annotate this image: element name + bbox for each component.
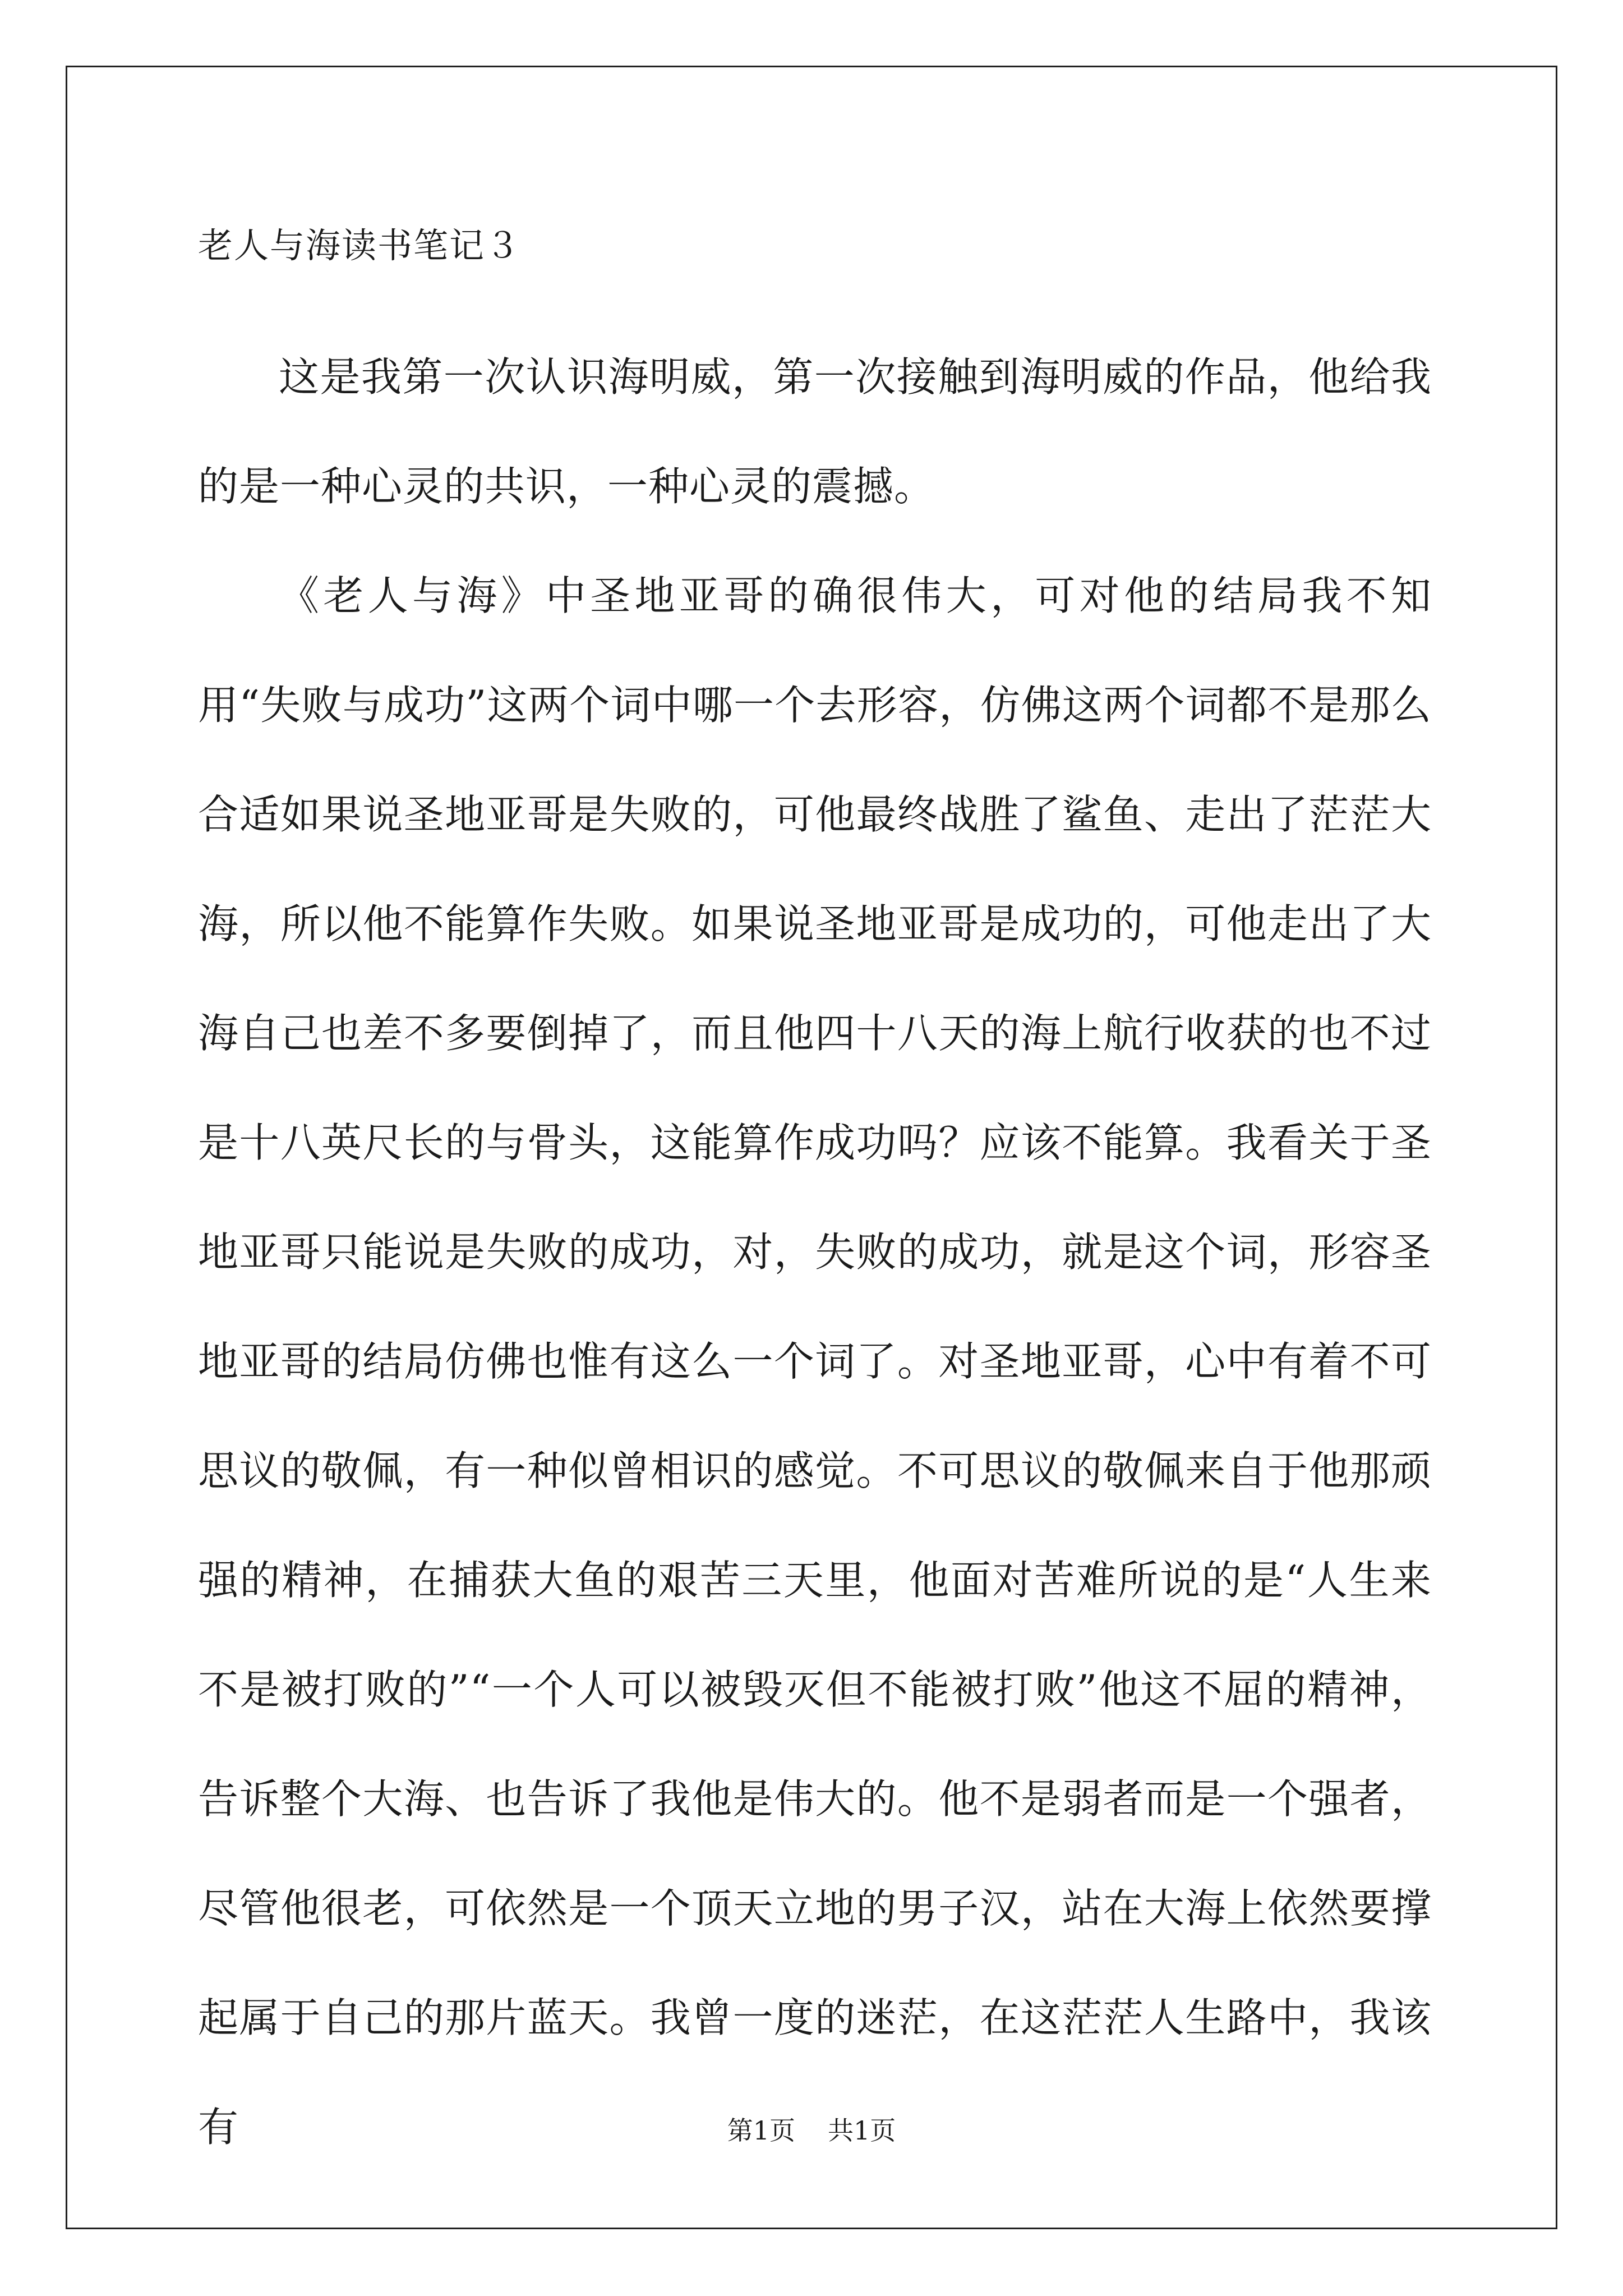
document-body <box>198 323 1432 2182</box>
page-footer <box>0 2114 1623 2147</box>
paragraph-1: 这是我第一次认识海明威，第一次接触到海明威的作品，他给我的是一种心灵的共识，一种心灵的震撼。 <box>198 353 1432 510</box>
document-title: 老人与海读书笔记３ <box>198 225 522 266</box>
paragraph-2: 《老人与海》中圣地亚哥的确很伟大，可对他的结局我不知用“失败与成功”这两个词中哪一个去形容，仿佛这两个词都不是那么合适如果说圣地亚哥是失败的，可他最终战胜了鲨鱼、走出了茫茫大海，所以他不能算作失败。如果说圣地亚哥是成功的，可他走出了大海自己也差不多要倒掉了，而且他四十八天的海上航行收获的也不过是十八英尺长的与骨头，这能算作成功吗？应该不能算。我看关于圣地亚哥只能说是失败的成功，对，失败的成功，就是这个词，形容圣地亚哥的结局仿佛也惟有这么一个词了。对圣地亚哥，心中有着不可思议的敬佩，有一种似曾相识的感觉。不可思议的敬佩来自于他那顽强的精神，在捕获大鱼的艰苦三天里，他面对苦难所说的是“人生来不是被打败的”“一个人可以被毁灭但不能被打败”他这不屈的精神，告诉整个大海、也告诉了我他是伟大的。他不是弱者而是一个强者，尽管他很老，可依然是一个顶天立地的男子汉，站在大海上依然要撑起属于自己的那片蓝天。我曾一度的迷茫，在这茫茫人生路中，我该有 <box>198 572 1432 2151</box>
page-total: 共1页 <box>828 2115 896 2146</box>
page-number: 第1页 <box>727 2115 795 2146</box>
